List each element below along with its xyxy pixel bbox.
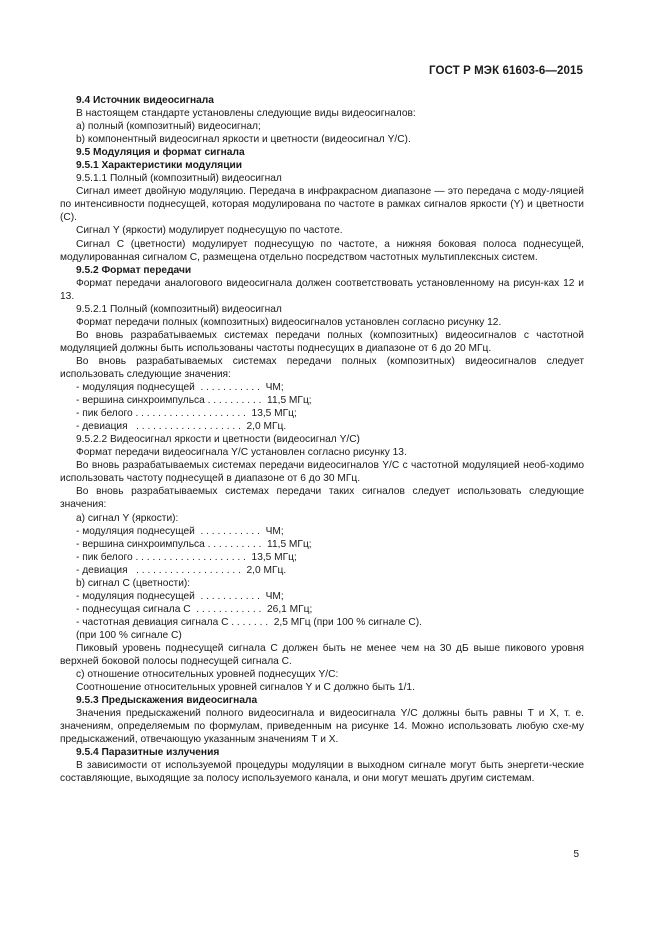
- paragraph: Сигнал Y (яркости) модулирует поднесущую по частоте.: [76, 225, 343, 237]
- list-item: - вершина синхроимпульса . . . . . . . . . . 11,5 МГц;: [76, 395, 312, 407]
- list-item: с) отношение относительных уровней поднесущих Y/C:: [76, 669, 339, 681]
- paragraph: Сигнал имеет двойную модуляцию. Передача в инфракрасном диапазоне — это передача с моду-ляцией по интенсивности поднесущей, которая модулирована по частоте в рамках сигналов яркости (Y) и цветности (C).: [60, 186, 584, 224]
- list-item: - девиация . . . . . . . . . . . . . . . . . . . 2,0 МГц.: [76, 564, 287, 576]
- heading-9-5-3: 9.5.3 Предыскажения видеосигнала: [76, 695, 258, 707]
- paragraph: Соотношение относительных уровней сигналов Y и C должно быть 1/1.: [76, 682, 415, 694]
- heading-9-5-2: 9.5.2 Формат передачи: [76, 264, 192, 276]
- paragraph: Формат передачи аналогового видеосигнала должен соответствовать установленному на рисун-ках 12 и 13.: [60, 277, 584, 302]
- list-item: - вершина синхроимпульса . . . . . . . . . . 11,5 МГц;: [76, 538, 312, 550]
- paragraph: Во вновь разрабатываемых системах передачи таких сигналов следует использовать следующие значения:: [60, 486, 584, 511]
- heading-9-5-1-1: 9.5.1.1 Полный (композитный) видеосигнал: [76, 173, 282, 185]
- list-item: b) компонентный видеосигнал яркости и цветности (видеосигнал Y/C).: [76, 134, 411, 146]
- list-item: - модуляция поднесущей . . . . . . . . . . . ЧМ;: [76, 590, 284, 602]
- heading-9-5-1: 9.5.1 Характеристики модуляции: [76, 160, 243, 172]
- paragraph: Формат передачи полных (композитных) видеосигналов установлен согласно рисунку 12.: [76, 316, 502, 328]
- list-item: - пик белого . . . . . . . . . . . . . . . . . . . . 13,5 МГц;: [76, 408, 297, 420]
- paragraph: В настоящем стандарте установлены следующие виды видеосигналов:: [76, 108, 416, 120]
- list-item: а) полный (композитный) видеосигнал;: [76, 121, 261, 133]
- paragraph: Формат передачи видеосигнала Y/C установлен согласно рисунку 13.: [76, 447, 407, 459]
- heading-9-5-4: 9.5.4 Паразитные излучения: [76, 747, 220, 759]
- heading-9-4: 9.4 Источник видеосигнала: [76, 95, 214, 106]
- paragraph: Во вновь разрабатываемых системах передачи полных (композитных) видеосигналов следует использовать следующие значения:: [60, 355, 584, 380]
- list-item: - пик белого . . . . . . . . . . . . . . . . . . . . 13,5 МГц;: [76, 551, 297, 563]
- list-item: - модуляция поднесущей . . . . . . . . . . . ЧМ;: [76, 525, 284, 537]
- list-item: - модуляция поднесущей . . . . . . . . . . . ЧМ;: [76, 382, 284, 394]
- paragraph: Значения предыскажений полного видеосигнала и видеосигнала Y/C должны быть равны T и X, т. е. значениям, определяемым по формулам, приведенным на рисунке 14. Можно использовать любую схе-му предыскажений, отвечающую указанным значениям T и X.: [60, 708, 584, 746]
- page-number: 5: [573, 849, 579, 860]
- document-body: [60, 94, 584, 785]
- list-item: - поднесущая сигнала C . . . . . . . . . . . . 26,1 МГц;: [76, 603, 313, 615]
- list-item: а) сигнал Y (яркости):: [76, 512, 179, 524]
- paragraph: Пиковый уровень поднесущей сигнала C должен быть не менее чем на 30 дБ выше пикового уровня верхней боковой полосы поднесущей сигнала C.: [60, 642, 584, 668]
- document-id-header: ГОСТ Р МЭК 61603-6—2015: [429, 65, 583, 77]
- list-item: - частотная девиация сигнала C . . . . . . . 2,5 МГц (при 100 % сигнале C).: [76, 616, 423, 628]
- heading-9-5-2-2: 9.5.2.2 Видеосигнал яркости и цветности (видеосигнал Y/C): [76, 434, 360, 446]
- note: (при 100 % сигнале C): [76, 629, 182, 641]
- paragraph: В зависимости от используемой процедуры модуляции в выходном сигнале могут быть энергети-ческие составляющие, выходящие за полосу используемого канала, и они могут мешать другим системам.: [60, 760, 584, 785]
- paragraph: Во вновь разрабатываемых системах передачи полных (композитных) видеосигналов с частотной модуляцией должны быть использованы частоты поднесущих в диапазоне от 6 до 20 МГц.: [60, 329, 584, 354]
- list-item: - девиация . . . . . . . . . . . . . . . . . . . 2,0 МГц.: [76, 421, 287, 433]
- heading-9-5: 9.5 Модуляция и формат сигнала: [76, 147, 245, 159]
- list-item: b) сигнал C (цветности):: [76, 577, 191, 589]
- paragraph: Во вновь разрабатываемых системах передачи видеосигналов Y/C с частотной модуляцией необ-ходимо использовать частоту поднесущей в диапазоне от 6 до 30 МГц.: [60, 460, 584, 485]
- paragraph: Сигнал C (цветности) модулирует поднесущую по частоте, а нижняя боковая полоса поднесущей, модулированная сигналом C, размещена отдельно посредством частотных мультиплексных систем.: [60, 238, 584, 263]
- heading-9-5-2-1: 9.5.2.1 Полный (композитный) видеосигнал: [76, 303, 282, 315]
